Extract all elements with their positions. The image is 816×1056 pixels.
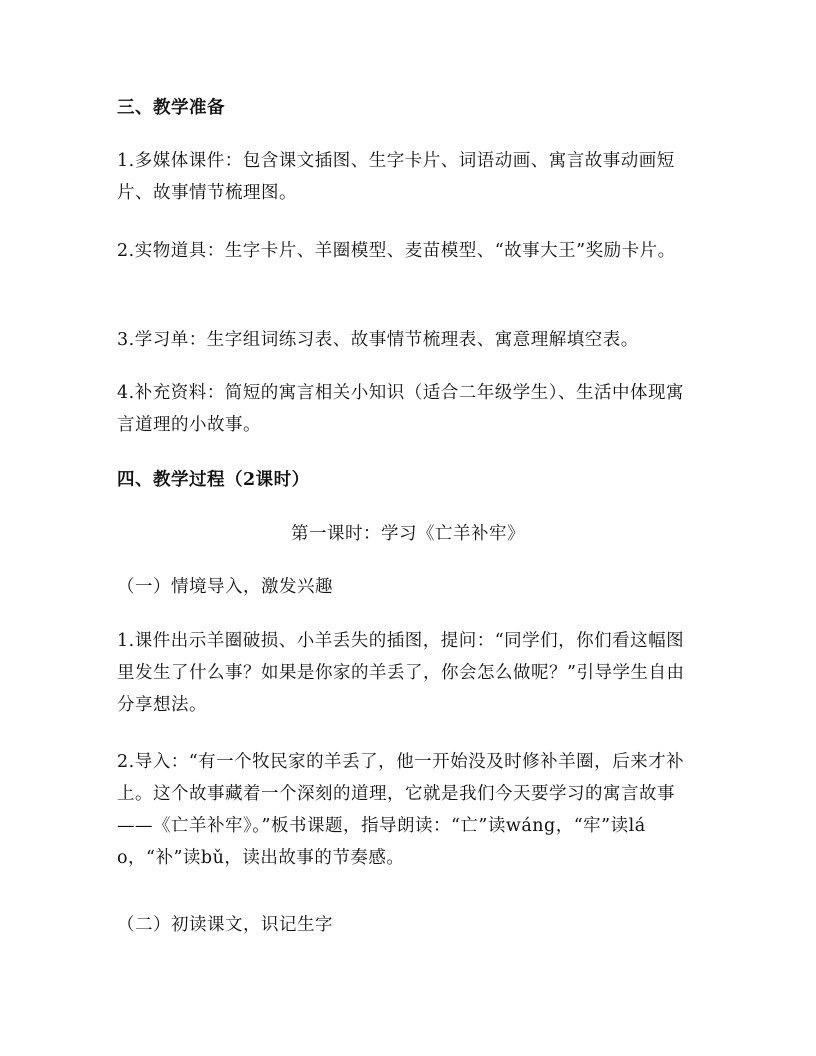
section-heading-preparation: 三、教学准备 [117,98,225,118]
section-heading-process: 四、教学过程（2课时） [117,470,310,490]
prep-item-worksheet: 3.学习单：生字组词练习表、故事情节梳理表、寓意理解填空表。 [117,330,639,350]
process-item-picture-question: 1.课件出示羊圈破损、小羊丢失的插图，提问：“同学们，你们看这幅图里发生了什么事？如果是你家的羊丢了，你会怎么做呢？”引导学生自由分享想法。 [117,631,685,715]
lesson-title: 第一课时：学习《亡羊补牢》 [291,524,525,544]
prep-item-props: 2.实物道具：生字卡片、羊圈模型、麦苗模型、“故事大王”奖励卡片。 [117,241,676,261]
part-heading-introduction: （一）情境导入，激发兴趣 [117,577,333,597]
part-heading-first-reading: （二）初读课文，识记生字 [117,915,333,935]
prep-item-multimedia: 1.多媒体课件：包含课文插图、生字卡片、词语动画、寓言故事动画短片、故事情节梳理图。 [117,151,675,203]
prep-item-supplementary: 4.补充资料：简短的寓言相关小知识（适合二年级学生）、生活中体现寓言道理的小故事。 [117,383,684,435]
process-item-lead-in: 2.导入：“有一个牧民家的羊丢了，他一开始没及时修补羊圈，后来才补上。这个故事藏着一个深刻的道理，它就是我们今天要学习的寓言故事——《亡羊补牢》。”板书课题，指导朗读：“亡”读wáng，“牢”读láo，“补”读bǔ，读出故事的节奏感。 [117,752,685,868]
